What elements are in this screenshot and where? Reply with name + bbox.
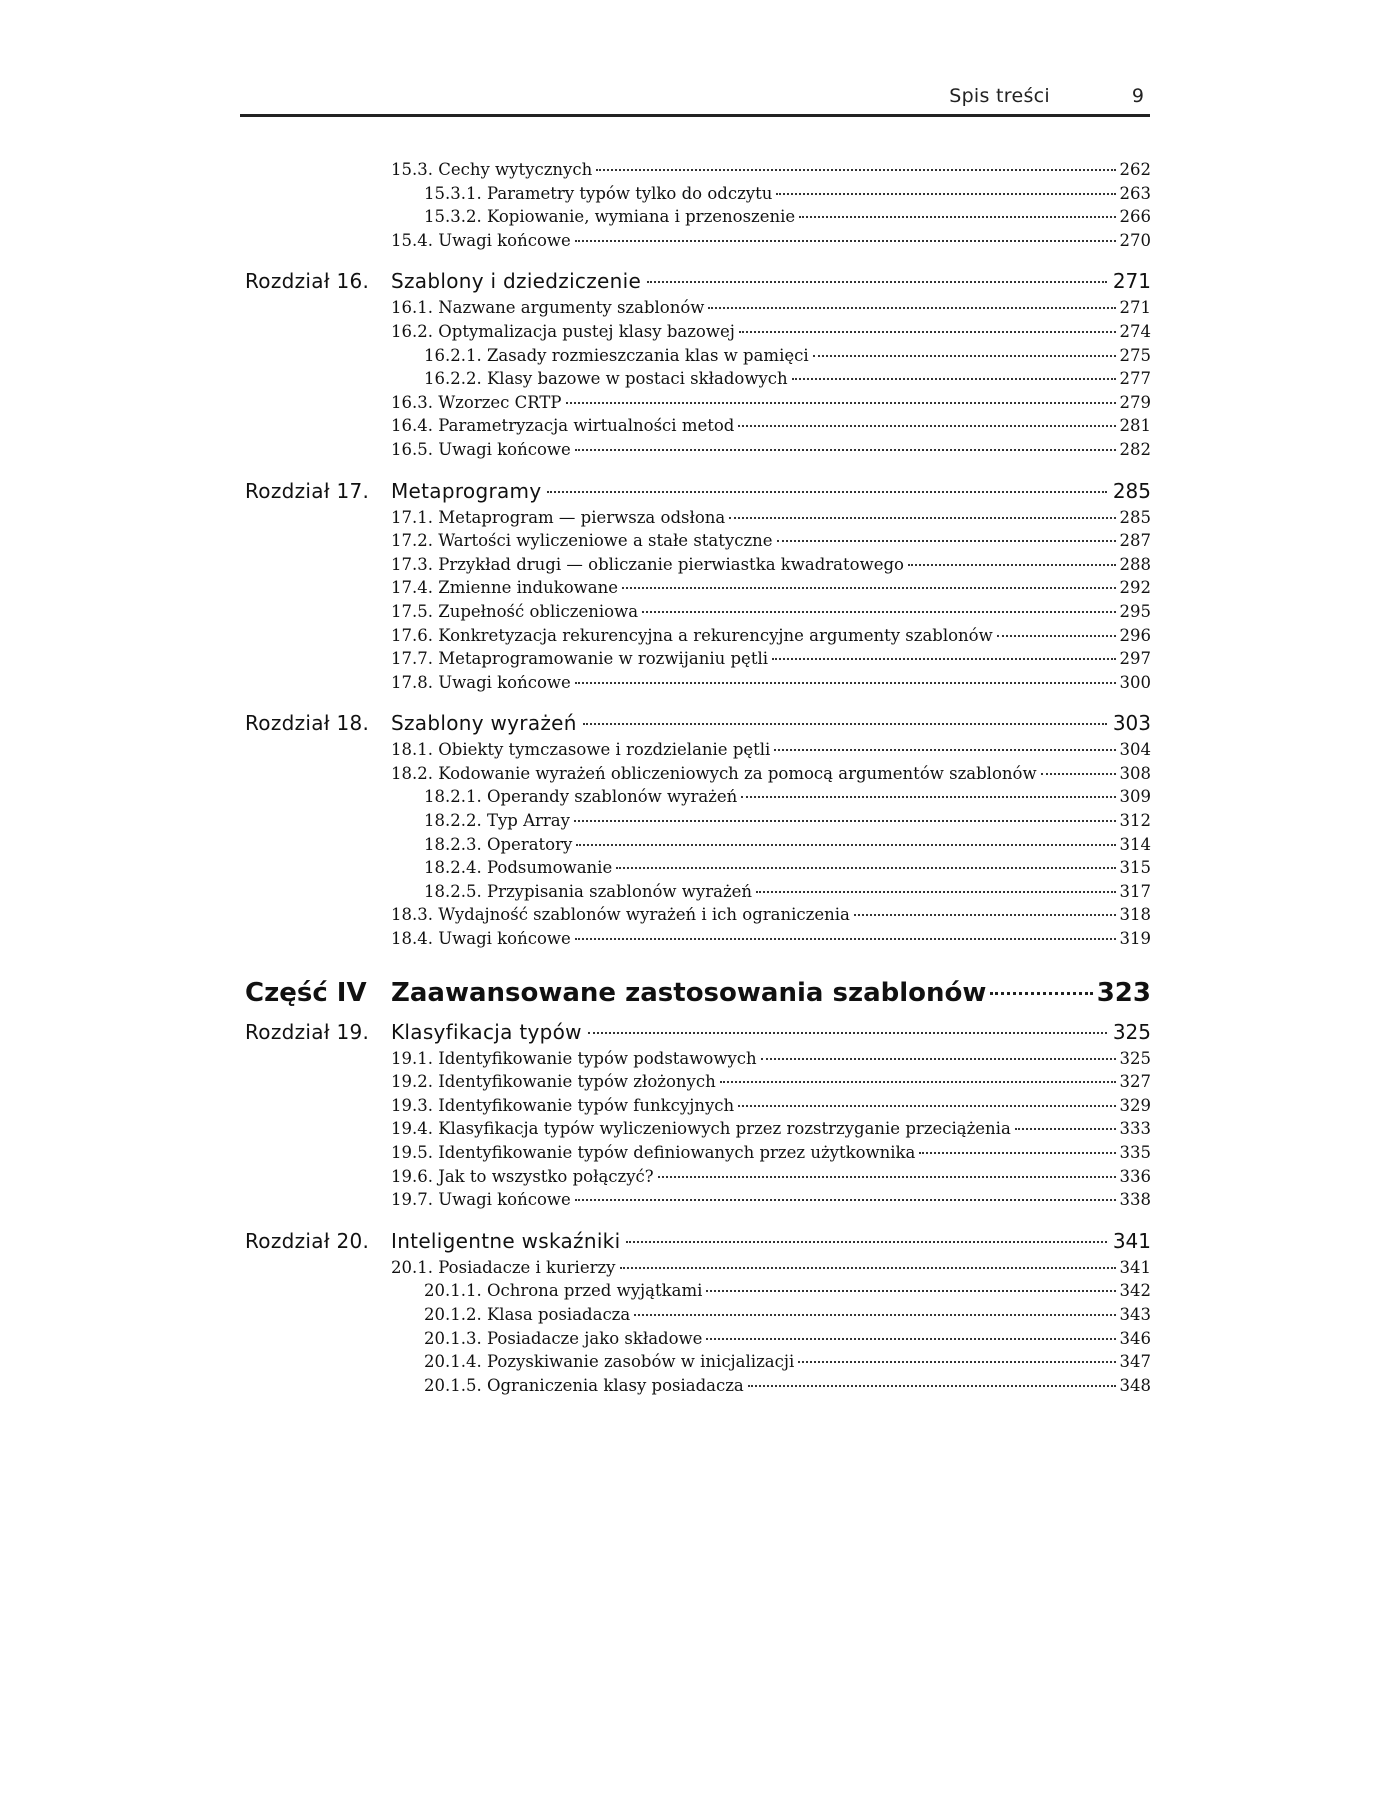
entry-title: 19.3. Identyfikowanie typów funkcyjnych: [391, 1095, 735, 1115]
entry-title: 17.1. Metaprogram — pierwsza odsłona: [391, 507, 726, 527]
entry-page: 274: [1119, 321, 1151, 341]
entry-page: 315: [1119, 858, 1151, 878]
entry-title: 16.5. Uwagi końcowe: [391, 439, 571, 459]
dot-leader: [596, 169, 1115, 171]
dot-leader: [706, 1290, 1115, 1292]
entry-page: 297: [1119, 649, 1151, 669]
chapter-page: 303: [1112, 711, 1151, 736]
dot-leader: [997, 635, 1116, 637]
toc-section-entry: [0, 506, 1400, 530]
toc-section-entry: [0, 576, 1400, 600]
chapter-title: Metaprogramy: [391, 478, 542, 503]
entry-title: 17.2. Wartości wyliczeniowe a stałe statyczne: [391, 531, 773, 551]
entry-title: 20.1. Posiadacze i kurierzy: [391, 1257, 616, 1277]
header-title: Spis treści: [949, 85, 1050, 107]
dot-leader: [575, 240, 1116, 242]
entry-page: 279: [1119, 392, 1151, 412]
dot-leader: [738, 425, 1115, 427]
dot-leader: [777, 540, 1116, 542]
entry-title: 15.4. Uwagi końcowe: [391, 230, 571, 250]
entry-page: 288: [1119, 554, 1151, 574]
dot-leader: [583, 723, 1107, 725]
toc-subsection-entry: [0, 809, 1400, 833]
toc-section-entry: [0, 1256, 1400, 1280]
entry-page: 263: [1119, 183, 1151, 203]
entry-title: 18.1. Obiekty tymczasowe i rozdzielanie pętli: [391, 740, 771, 760]
dot-leader: [774, 749, 1115, 751]
entry-page: 304: [1119, 740, 1151, 760]
toc-section-entry: [0, 1047, 1400, 1071]
dot-leader: [647, 281, 1107, 283]
toc-section-entry: [0, 903, 1400, 927]
chapter-label: Rozdział 19.: [245, 1019, 370, 1044]
entry-title: 16.4. Parametryzacja wirtualności metod: [391, 416, 735, 436]
toc-group-ch20: [0, 1256, 1400, 1398]
dot-leader: [729, 517, 1115, 519]
toc-section-entry: [0, 762, 1400, 786]
entry-page: 347: [1119, 1352, 1151, 1372]
toc-subsection-entry: [0, 833, 1400, 857]
entry-title: 19.6. Jak to wszystko połączyć?: [391, 1166, 654, 1186]
toc-section-entry: [0, 1188, 1400, 1212]
entry-title: 18.2.1. Operandy szablonów wyrażeń: [424, 787, 738, 807]
toc-group-ch16: [0, 296, 1400, 461]
dot-leader: [772, 658, 1115, 660]
chapter-title: Klasyfikacja typów: [391, 1019, 582, 1044]
chapter-20-heading: [0, 1226, 1400, 1256]
toc-section-entry: [0, 296, 1400, 320]
entry-title: 17.5. Zupełność obliczeniowa: [391, 601, 639, 621]
entry-title: 20.1.1. Ochrona przed wyjątkami: [424, 1281, 703, 1301]
toc-section-entry: [0, 600, 1400, 624]
entry-page: 336: [1119, 1166, 1151, 1186]
toc-group-ch17: [0, 506, 1400, 695]
toc-section-entry: [0, 1094, 1400, 1118]
chapter-label: Rozdział 18.: [245, 711, 370, 736]
chapter-title: Szablony i dziedziczenie: [391, 269, 642, 294]
entry-title: 20.1.4. Pozyskiwanie zasobów w inicjalizacji: [424, 1352, 795, 1372]
entry-title: 17.6. Konkretyzacja rekurencyjna a rekurencyjne argumenty szablonów: [391, 625, 993, 645]
toc-subsection-entry: [0, 785, 1400, 809]
entry-page: 343: [1119, 1304, 1151, 1324]
dot-leader: [854, 914, 1116, 916]
toc-subsection-entry: [0, 880, 1400, 904]
entry-title: 18.2.4. Podsumowanie: [424, 858, 613, 878]
toc-group-pre: [0, 158, 1400, 252]
chapter-label: Rozdział 16.: [245, 269, 370, 294]
chapter-label: Rozdział 20.: [245, 1228, 370, 1253]
entry-title: 15.3.2. Kopiowanie, wymiana i przenoszenie: [424, 207, 796, 227]
entry-page: 300: [1119, 672, 1151, 692]
entry-title: 20.1.5. Ograniczenia klasy posiadacza: [424, 1375, 744, 1395]
entry-page: 341: [1119, 1257, 1151, 1277]
chapter-19-heading: [0, 1017, 1400, 1047]
toc-section-entry: [0, 438, 1400, 462]
entry-title: 16.3. Wzorzec CRTP: [391, 392, 562, 412]
entry-page: 317: [1119, 881, 1151, 901]
chapter-label: Rozdział 17.: [245, 478, 370, 503]
part-4-heading: [0, 973, 1400, 1013]
entry-title: 19.2. Identyfikowanie typów złożonych: [391, 1072, 716, 1092]
toc-section-entry: [0, 671, 1400, 695]
entry-title: 20.1.2. Klasa posiadacza: [424, 1304, 631, 1324]
entry-title: 17.4. Zmienne indukowane: [391, 578, 619, 598]
toc-subsection-entry: [0, 1279, 1400, 1303]
dot-leader: [706, 1338, 1115, 1340]
dot-leader: [634, 1314, 1115, 1316]
entry-title: 16.2.1. Zasady rozmieszczania klas w pamięci: [424, 345, 809, 365]
dot-leader: [761, 1058, 1116, 1060]
dot-leader: [626, 1241, 1106, 1243]
chapter-17-heading: [0, 476, 1400, 506]
entry-title: 15.3.1. Parametry typów tylko do odczytu: [424, 183, 773, 203]
toc-section-entry: [0, 529, 1400, 553]
entry-page: 277: [1119, 369, 1151, 389]
entry-page: 312: [1119, 811, 1151, 831]
dot-leader: [739, 331, 1116, 333]
toc-subsection-entry: [0, 1374, 1400, 1398]
dot-leader: [919, 1152, 1115, 1154]
entry-title: 16.1. Nazwane argumenty szablonów: [391, 298, 705, 318]
dot-leader: [738, 1105, 1115, 1107]
dot-leader: [616, 867, 1115, 869]
entry-page: 329: [1119, 1095, 1151, 1115]
toc-subsection-entry: [0, 367, 1400, 391]
dot-leader: [575, 1199, 1116, 1201]
dot-leader: [620, 1267, 1116, 1269]
dot-leader: [1015, 1128, 1116, 1130]
entry-title: 19.5. Identyfikowanie typów definiowanych przez użytkownika: [391, 1143, 916, 1162]
toc-section-entry: [0, 320, 1400, 344]
entry-title: 19.7. Uwagi końcowe: [391, 1190, 571, 1210]
chapter-page: 285: [1112, 478, 1151, 503]
entry-title: 17.3. Przykład drugi — obliczanie pierwiastka kwadratowego: [391, 554, 904, 574]
toc-section-entry: [0, 647, 1400, 671]
entry-page: 318: [1119, 905, 1151, 925]
entry-title: 15.3. Cechy wytycznych: [391, 160, 593, 179]
entry-page: 309: [1119, 787, 1151, 807]
entry-page: 325: [1119, 1048, 1151, 1068]
entry-page: 327: [1119, 1072, 1151, 1092]
toc-subsection-entry: [0, 1303, 1400, 1327]
dot-leader: [576, 844, 1115, 846]
toc-group-ch18: [0, 738, 1400, 950]
table-of-contents: [0, 158, 1400, 1397]
entry-page: 282: [1119, 439, 1151, 459]
toc-section-entry: [0, 553, 1400, 577]
entry-title: 18.4. Uwagi końcowe: [391, 929, 571, 949]
toc-section-entry: [0, 927, 1400, 951]
entry-page: 338: [1119, 1190, 1151, 1210]
dot-leader: [1041, 773, 1116, 775]
chapter-page: 325: [1112, 1019, 1151, 1044]
dot-leader: [658, 1176, 1116, 1178]
toc-section-entry: [0, 1165, 1400, 1189]
entry-page: 271: [1119, 298, 1151, 318]
toc-section-entry: [0, 229, 1400, 253]
dot-leader: [798, 1361, 1115, 1363]
dot-leader: [776, 193, 1115, 195]
entry-page: 285: [1119, 507, 1151, 527]
dot-leader: [799, 216, 1115, 218]
toc-subsection-entry: [0, 1350, 1400, 1374]
dot-leader: [566, 402, 1116, 404]
entry-title: 16.2. Optymalizacja pustej klasy bazowej: [391, 321, 735, 341]
toc-section-entry: [0, 391, 1400, 415]
entry-page: 295: [1119, 601, 1151, 621]
dot-leader: [908, 564, 1116, 566]
dot-leader: [622, 587, 1115, 589]
entry-page: 319: [1119, 929, 1151, 949]
entry-page: 292: [1119, 578, 1151, 598]
entry-title: 18.2.3. Operatory: [424, 834, 573, 854]
entry-title: 19.4. Klasyfikacja typów wyliczeniowych przez rozstrzyganie przeciążenia: [391, 1119, 1011, 1139]
entry-page: 308: [1119, 763, 1151, 783]
dot-leader: [575, 938, 1116, 940]
entry-title: 18.2.2. Typ Array: [424, 811, 570, 831]
dot-leader: [720, 1081, 1116, 1083]
toc-group-ch19: [0, 1047, 1400, 1212]
part-title: Zaawansowane zastosowania szablonów: [391, 977, 987, 1008]
dot-leader: [574, 820, 1116, 822]
entry-page: 281: [1119, 416, 1151, 436]
entry-page: 287: [1119, 531, 1151, 551]
dot-leader: [575, 682, 1116, 684]
toc-section-entry: [0, 1117, 1400, 1141]
dot-leader: [990, 992, 1092, 995]
entry-title: 18.2. Kodowanie wyrażeń obliczeniowych za pomocą argumentów szablonów: [391, 763, 1037, 783]
toc-subsection-entry: [0, 1327, 1400, 1351]
toc-section-entry: [0, 738, 1400, 762]
dot-leader: [813, 355, 1116, 357]
part-label: Część IV: [245, 977, 367, 1008]
chapter-page: 341: [1112, 1228, 1151, 1253]
header-page-number: 9: [1131, 85, 1144, 107]
toc-subsection-entry: [0, 856, 1400, 880]
entry-page: 342: [1119, 1281, 1151, 1301]
toc-subsection-entry: [0, 344, 1400, 368]
entry-title: 17.8. Uwagi końcowe: [391, 672, 571, 692]
toc-subsection-entry: [0, 182, 1400, 206]
part-page: 323: [1096, 977, 1151, 1008]
dot-leader: [547, 491, 1106, 493]
entry-page: 270: [1119, 230, 1151, 250]
chapter-16-heading: [0, 266, 1400, 296]
dot-leader: [575, 449, 1116, 451]
entry-page: 296: [1119, 625, 1151, 645]
entry-page: 348: [1119, 1375, 1151, 1395]
entry-page: 266: [1119, 207, 1151, 227]
toc-section-entry: [0, 1070, 1400, 1094]
entry-page: 333: [1119, 1119, 1151, 1139]
chapter-title: Szablony wyrażeń: [391, 711, 577, 736]
toc-section-entry: [0, 414, 1400, 438]
entry-title: 18.3. Wydajność szablonów wyrażeń i ich ograniczenia: [391, 905, 850, 925]
entry-title: 19.1. Identyfikowanie typów podstawowych: [391, 1048, 757, 1068]
entry-title: 18.2.5. Przypisania szablonów wyrażeń: [424, 881, 753, 901]
entry-page: 335: [1119, 1143, 1151, 1162]
toc-section-entry: [0, 158, 1400, 182]
toc-subsection-entry: [0, 205, 1400, 229]
entry-page: 346: [1119, 1328, 1151, 1348]
header-rule: [240, 114, 1150, 117]
chapter-title: Inteligentne wskaźniki: [391, 1228, 621, 1253]
entry-page: 262: [1119, 160, 1151, 179]
dot-leader: [588, 1032, 1107, 1034]
dot-leader: [756, 891, 1115, 893]
dot-leader: [792, 378, 1116, 380]
toc-section-entry: [0, 624, 1400, 648]
chapter-page: 271: [1112, 269, 1151, 294]
entry-title: 17.7. Metaprogramowanie w rozwijaniu pętli: [391, 649, 769, 669]
dot-leader: [741, 796, 1115, 798]
entry-title: 16.2.2. Klasy bazowe w postaci składowych: [424, 369, 788, 389]
running-header: [240, 82, 1150, 112]
entry-title: 20.1.3. Posiadacze jako składowe: [424, 1328, 703, 1348]
entry-page: 275: [1119, 345, 1151, 365]
dot-leader: [708, 307, 1115, 309]
dot-leader: [642, 611, 1115, 613]
chapter-18-heading: [0, 708, 1400, 738]
toc-section-entry: [0, 1141, 1400, 1165]
entry-page: 314: [1119, 834, 1151, 854]
dot-leader: [748, 1385, 1116, 1387]
